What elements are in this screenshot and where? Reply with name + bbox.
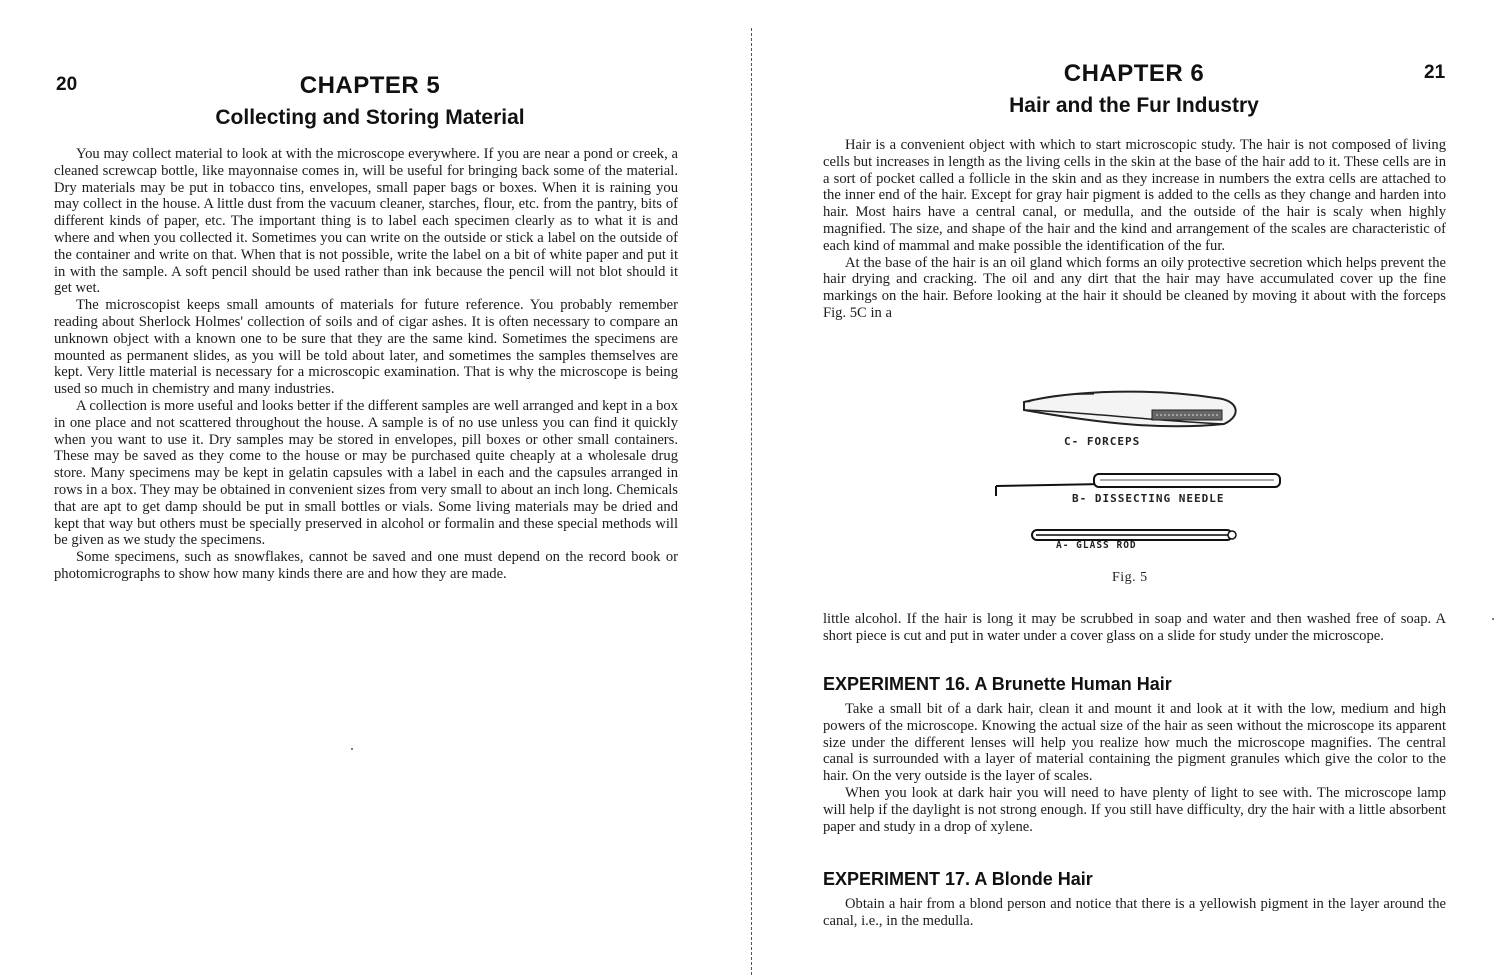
paragraph: Some specimens, such as snowflakes, cannot be saved and one must depend on the record book or photomicrographs to show how many kinds there are and how they are made. <box>54 549 678 582</box>
experiment-16-body <box>823 701 1446 835</box>
glass-rod-label: A- GLASS ROD <box>1056 540 1137 551</box>
paragraph: Hair is a convenient object with which to start microscopic study. The hair is not composed of living cells but increases in length as the living cells in the skin at the base of the hair add to it. These cells are in a sort of pocket called a follicle in the skin and as they increase in numbers the extra cells are attached to the inner end of the hair. Except for gray hair pigment is added to the cells as they change and harden into hair. Most hairs have a central canal, or medulla, and the outside of the hair is scaly when highly magnified. The size, and shape of the hair and the kind and arrangement of the scales are characteristic of each kind of mammal and make possible the identification of the fur. <box>823 137 1446 254</box>
after-figure-text <box>823 611 1446 645</box>
dissecting-needle-label: B- DISSECTING NEEDLE <box>1072 492 1225 505</box>
chapter-5-body <box>54 146 678 583</box>
experiment-17-body <box>823 896 1446 930</box>
paragraph: When you look at dark hair you will need to have plenty of light to see with. The microscope lamp will help if the daylight is not strong enough. If you still have difficulty, dry the hair with a little absorbent paper and study in a drop of xylene. <box>823 784 1446 835</box>
speck <box>351 748 353 750</box>
chapter-number: CHAPTER 6 <box>1063 60 1205 87</box>
page-number-right: 21 <box>1424 62 1446 83</box>
paragraph: You may collect material to look at with the microscope everywhere. If you are near a pond or creek, a cleaned screwcap bottle, like mayonnaise comes in, will be useful for bringing back some of the material. Dry materials may be put in tobacco tins, envelopes, small paper bags or boxes. When it is raining you may collect in the house. A little dust from the vacuum cleaner, starches, flour, etc. from the pantry, bits of different kinds of paper, etc. The important thing is to label each specimen clearly as to what it is and where and when you collected it. Sometimes you can write on the outside or stick a label on the outside of the container and write on that. When that is not possible, write the label on a bit of white paper and put it in with the sample. A soft pencil should be used rather than ink because the pencil will not blot should it get wet. <box>54 146 678 297</box>
paragraph: little alcohol. If the hair is long it may be scrubbed in soap and water and then washed free of soap. A short piece is cut and put in water under a cover glass on a slide for study under the microscope. <box>823 611 1446 644</box>
paragraph: The microscopist keeps small amounts of materials for future reference. You probably remember reading about Sherlock Holmes' collection of soils and of cigar ashes. It is often necessary to compare an unknown object with a known one to be sure that they are the same kind. Sometimes the specimens are mounted as permanent slides, as you will be told about later, and sometimes the samples themselves are kept. Very little material is necessary for a microscopic examination. That is why the microscope is being used so much in chemistry and many industries. <box>54 297 678 398</box>
experiment-17-heading: EXPERIMENT 17. A Blonde Hair <box>823 869 1093 889</box>
forceps-illustration <box>1024 392 1236 427</box>
page-number-left: 20 <box>56 74 78 95</box>
chapter-title: Hair and the Fur Industry <box>1009 94 1259 117</box>
chapter-title: Collecting and Storing Material <box>215 106 525 129</box>
paragraph: A collection is more useful and looks better if the different samples are well arranged and kept in a box in one place and not scattered throughout the house. A sample is of no use unless you can find it quickly when you want to use it. Dry samples may be stored in envelopes, pill boxes or other small containers. These may be saved as they come to the house or may be purchased quite cheaply at a wholesale drug store. Many specimens may be kept in gelatin capsules with a label in each and the capsules arranged in rows in a box. They may be obtained in convenient sizes from very small to about an inch long. Chemicals that are apt to get damp should be put in small bottles or vials. Some living materials may be dried and kept that way but others must be specially preserved in alcohol or formalin and these special methods will be given as we study the specimens. <box>54 397 678 549</box>
figure-caption: Fig. 5 <box>1112 570 1148 585</box>
instruments-illustration <box>984 380 1284 560</box>
paragraph: Take a small bit of a dark hair, clean it and mount it and look at it with the low, medium and high powers of the microscope. Knowing the actual size of the hair as seen without the microscope its apparent size under the different lenses will help you realize how much the microscope magnifies. The central canal is surrounded with a layer of material containing the pigment granules which give the color to the hair. On the very outside is the layer of scales. <box>823 701 1446 785</box>
paragraph: Obtain a hair from a blond person and notice that there is a yellowish pigment in the layer around the canal, i.e., in the medulla. <box>823 896 1446 929</box>
speck <box>1492 618 1494 620</box>
chapter-5-heading <box>60 72 680 130</box>
experiment-16-heading: EXPERIMENT 16. A Brunette Human Hair <box>823 674 1172 694</box>
glass-rod-illustration <box>1032 530 1236 540</box>
chapter-6-intro <box>823 137 1446 322</box>
forceps-label: C- FORCEPS <box>1064 435 1141 448</box>
figure-5 <box>984 380 1284 600</box>
chapter-number: CHAPTER 5 <box>299 72 441 99</box>
chapter-6-heading <box>824 60 1444 118</box>
right-page <box>754 0 1500 975</box>
page-gutter <box>751 28 752 975</box>
paragraph: At the base of the hair is an oil gland which forms an oily protective secretion which helps prevent the hair drying and cracking. The oil and any dirt that the hair may have accumulated cover up the fine markings on the hair. Before looking at the hair it should be cleaned by moving it about with the forceps Fig. 5C in a <box>823 254 1446 321</box>
